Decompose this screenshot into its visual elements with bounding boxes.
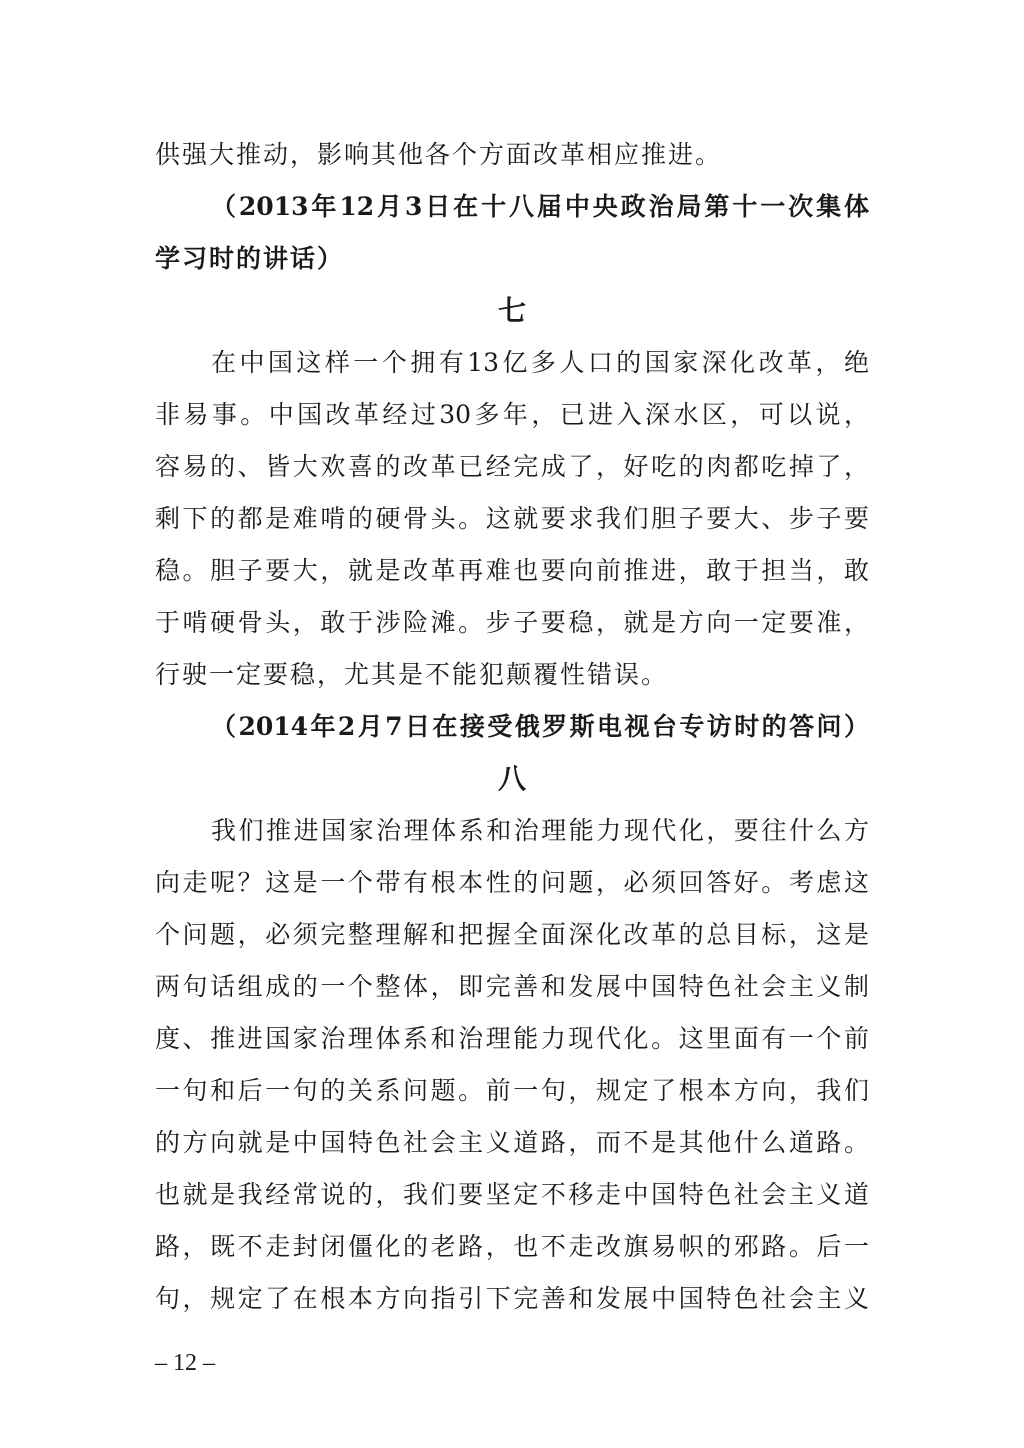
paragraph-line: 稳。胆子要大，就是改革再难也要向前推进，敢于担当，敢 xyxy=(155,556,869,585)
citation-line: 学习时的讲话） xyxy=(155,244,345,273)
page-number: – 12 – xyxy=(155,1350,215,1376)
paragraph-line: 剩下的都是难啃的硬骨头。这就要求我们胆子要大、步子要 xyxy=(155,504,869,533)
section-heading: 七 xyxy=(497,294,526,327)
paragraph-line: 的方向就是中国特色社会主义道路，而不是其他什么道路。 xyxy=(155,1128,869,1157)
paragraph-line: 个问题，必须完整理解和把握全面深化改革的总目标，这是 xyxy=(155,920,869,949)
section-heading: 八 xyxy=(497,762,526,795)
paragraph-line: 于啃硬骨头，敢于涉险滩。步子要稳，就是方向一定要准， xyxy=(155,608,869,637)
paragraph-line: 一句和后一句的关系问题。前一句，规定了根本方向，我们 xyxy=(155,1076,869,1105)
paragraph-line: 也就是我经常说的，我们要坚定不移走中国特色社会主义道 xyxy=(155,1180,869,1209)
paragraph-line: 向走呢？这是一个带有根本性的问题，必须回答好。考虑这 xyxy=(155,868,869,897)
paragraph-line: 度、推进国家治理体系和治理能力现代化。这里面有一个前 xyxy=(155,1024,869,1053)
citation-line: （2014年2月7日在接受俄罗斯电视台专访时的答问） xyxy=(211,712,869,741)
paragraph-line: 行驶一定要稳，尤其是不能犯颠覆性错误。 xyxy=(155,660,669,689)
paragraph-line: 句，规定了在根本方向指引下完善和发展中国特色社会主义 xyxy=(155,1284,869,1313)
paragraph-line: 我们推进国家治理体系和治理能力现代化，要往什么方 xyxy=(211,816,869,845)
paragraph-line: 容易的、皆大欢喜的改革已经完成了，好吃的肉都吃掉了， xyxy=(155,452,869,481)
paragraph-line: 在中国这样一个拥有13亿多人口的国家深化改革，绝 xyxy=(211,348,869,377)
document-body xyxy=(155,129,869,1325)
paragraph-line: 路，既不走封闭僵化的老路，也不走改旗易帜的邪路。后一 xyxy=(155,1232,869,1261)
paragraph-line: 供强大推动，影响其他各个方面改革相应推进。 xyxy=(155,140,723,169)
citation-line: （2013年12月3日在十八届中央政治局第十一次集体 xyxy=(211,192,869,221)
paragraph-line: 两句话组成的一个整体，即完善和发展中国特色社会主义制 xyxy=(155,972,869,1001)
paragraph-line: 非易事。中国改革经过30多年，已进入深水区，可以说， xyxy=(155,400,869,429)
